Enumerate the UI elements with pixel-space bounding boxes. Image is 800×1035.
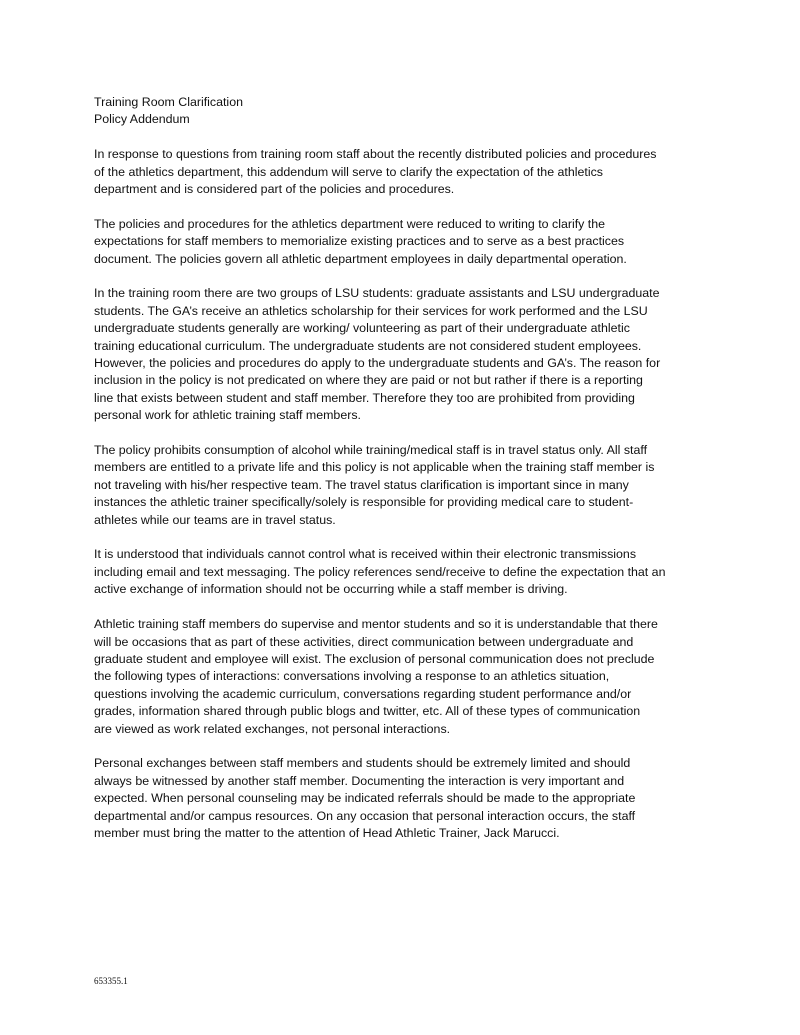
paragraph-line: expected. When personal counseling may be indicated referrals should be made to the appropriate (94, 791, 636, 806)
paragraph-line: training educational curriculum. The undergraduate students are not considered student employees. (94, 338, 642, 353)
paragraph-line: students. The GA’s receive an athletics scholarship for their services for work performed and the LSU (94, 303, 648, 318)
paragraph-line: In response to questions from training room staff about the recently distributed policies and procedures (94, 147, 657, 162)
paragraph-line: undergraduate students generally are working/ volunteering as part of their undergraduate athletic (94, 321, 630, 336)
paragraph-line: of the athletics department, this addendum will serve to clarify the expectation of the athletics (94, 164, 603, 179)
body-paragraph (94, 285, 706, 424)
paragraph-line: departmental and/or campus resources. On any occasion that personal interaction occurs, the staff (94, 808, 636, 823)
paragraph-line: Personal exchanges between staff members and students should be extremely limited and should (94, 756, 631, 771)
paragraph-line: athletes while our teams are in travel status. (94, 512, 336, 527)
paragraph-line: personal work for athletic training staff members. (94, 408, 361, 423)
paragraph-line: members are entitled to a private life and this policy is not applicable when the training staff member is (94, 460, 655, 475)
paragraph-line: not traveling with his/her respective team. The travel status clarification is important since in many (94, 477, 629, 492)
paragraph-line: always be witnessed by another staff member. Documenting the interaction is very important and (94, 773, 625, 788)
paragraph-line: graduate student and employee will exist. The exclusion of personal communication does not preclude (94, 651, 655, 666)
body-paragraph (94, 216, 706, 268)
paragraph-line: However, the policies and procedures do apply to the undergraduate students and GA’s. The reason for (94, 356, 661, 371)
document-title: Training Room Clarification (94, 95, 243, 109)
paragraph-line: expectations for staff members to memorialize existing practices and to serve as a best practices (94, 234, 625, 249)
body-paragraph (94, 755, 706, 842)
paragraph-line: It is understood that individuals cannot control what is received within their electronic transmissions (94, 547, 637, 562)
paragraph-line: are viewed as work related exchanges, not personal interactions. (94, 721, 451, 736)
paragraph-line: line that exists between student and staff member. Therefore they too are prohibited from providing (94, 390, 635, 405)
paragraph-line: questions involving the academic curriculum, conversations regarding student performance and/or (94, 686, 632, 701)
paragraph-line: member must bring the matter to the attention of Head Athletic Trainer, Jack Marucci. (94, 825, 560, 840)
document-page (94, 94, 706, 860)
paragraph-line: grades, information shared through public blogs and twitter, etc. All of these types of communication (94, 704, 641, 719)
paragraph-line: Athletic training staff members do supervise and mentor students and so it is understandable that there (94, 617, 658, 632)
body-paragraph (94, 546, 706, 598)
paragraph-line: The policies and procedures for the athletics department were reduced to writing to clarify the (94, 216, 606, 231)
document-header (94, 94, 706, 129)
body-paragraph (94, 616, 706, 738)
document-subtitle: Policy Addendum (94, 112, 190, 127)
paragraph-line: including email and text messaging. The policy references send/receive to define the expectation that an (94, 564, 666, 579)
document-body (94, 146, 706, 842)
paragraph-line: will be occasions that as part of these activities, direct communication between undergraduate and (94, 634, 634, 649)
paragraph-line: document. The policies govern all athletic department employees in daily departmental operation. (94, 251, 627, 266)
paragraph-line: active exchange of information should not be occurring while a staff member is driving. (94, 582, 568, 597)
paragraph-line: the following types of interactions: conversations involving a response to an athletics situation, (94, 669, 610, 684)
paragraph-line: department and is considered part of the policies and procedures. (94, 182, 455, 197)
paragraph-line: instances the athletic trainer specifically/solely is responsible for providing medical care to student- (94, 495, 634, 510)
document-id: 653355.1 (94, 976, 128, 986)
body-paragraph (94, 146, 706, 198)
paragraph-line: inclusion in the policy is not predicated on where they are paid or not but rather if there is a reporting (94, 373, 643, 388)
paragraph-line: In the training room there are two groups of LSU students: graduate assistants and LSU undergraduate (94, 286, 660, 301)
paragraph-line: The policy prohibits consumption of alcohol while training/medical staff is in travel status only. All staff (94, 443, 648, 458)
body-paragraph (94, 442, 706, 529)
